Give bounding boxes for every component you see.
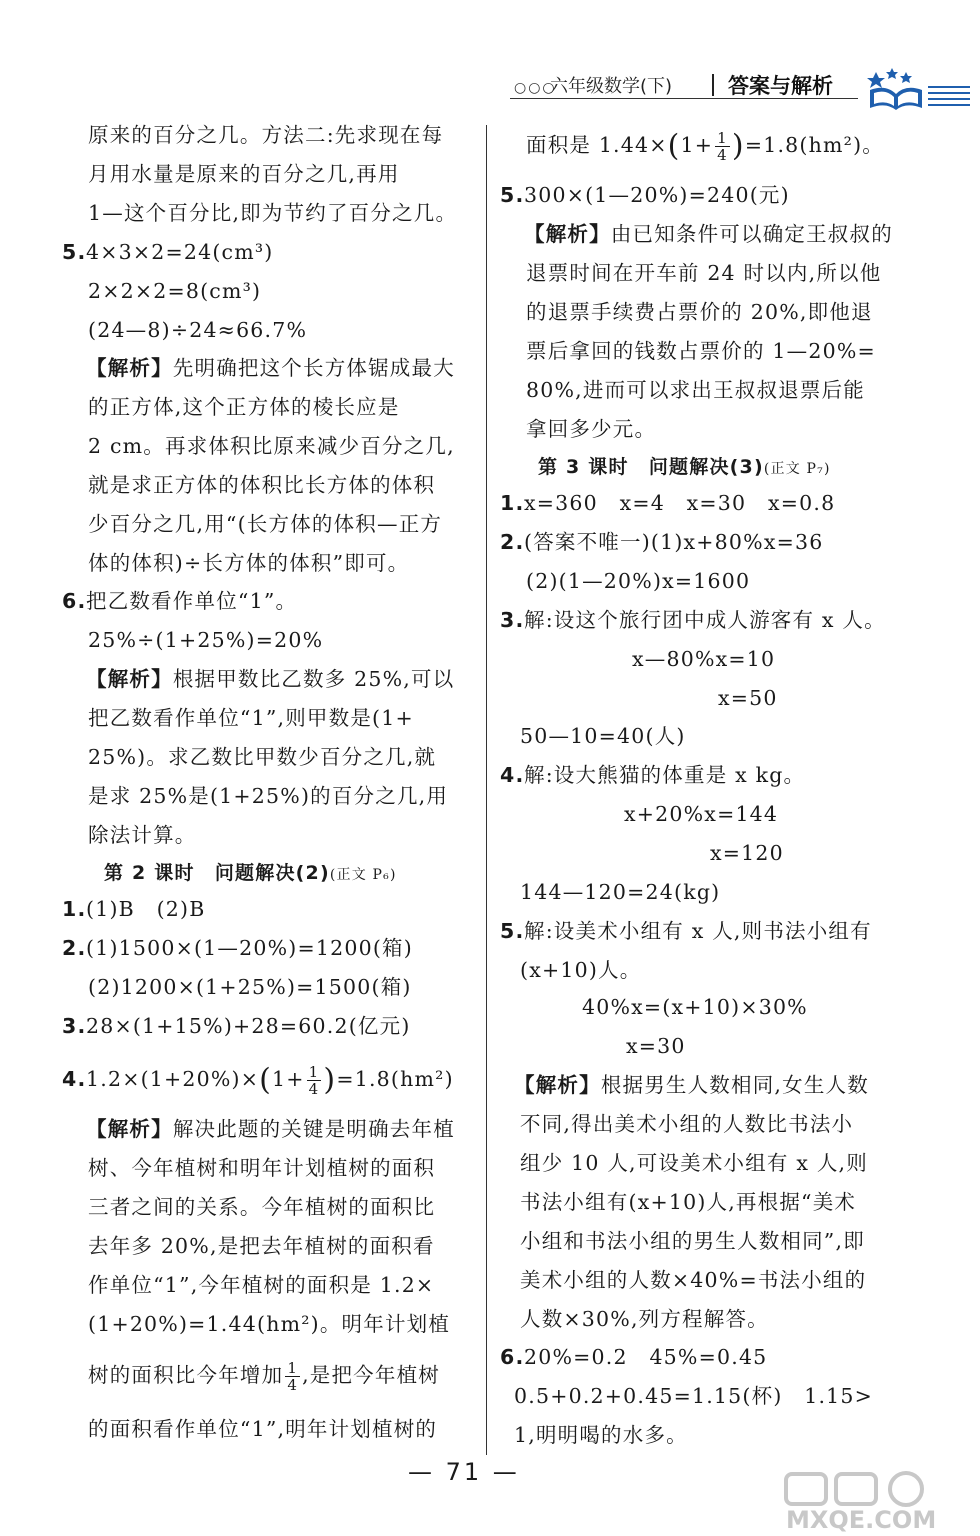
explanation-line: 是求 25%是(1+25%)的百分之几,用 bbox=[88, 784, 449, 808]
answer-4: 4.1.2×(1+20%)×(1+ $\frac{1}{4}$ )=1.8(hm²) bbox=[62, 1062, 454, 1098]
equation: x=120 bbox=[710, 841, 784, 865]
explanation-line: 体的体积)÷长方体的体积”即可。 bbox=[88, 551, 410, 575]
question-number: 5. bbox=[500, 919, 525, 943]
section-ref: (正文 P₇) bbox=[763, 461, 831, 477]
explanation-line: 1,明明喝的水多。 bbox=[514, 1423, 688, 1447]
equation: x+20%x=144 bbox=[624, 802, 779, 826]
question-number: 1. bbox=[62, 897, 87, 921]
fraction: $\frac{1}{4}$ bbox=[308, 1063, 320, 1098]
answer-6: 6.20%=0.2 45%=0.45 bbox=[500, 1340, 767, 1374]
book-logo-icon bbox=[862, 66, 972, 110]
explanation-line: 树、今年植树和明年计划植树的面积 bbox=[88, 1156, 436, 1180]
answer-5: 5.解:设美术小组有 x 人,则书法小组有 bbox=[500, 914, 872, 948]
explanation-line: 【解析】由已知条件可以确定王叔叔的 bbox=[524, 222, 893, 246]
explanation-line: 拿回多少元。 bbox=[526, 417, 657, 441]
explanation-line: 【解析】根据甲数比乙数多 25%,可以 bbox=[86, 667, 455, 691]
equation: 4×3×2=24(cm³) bbox=[86, 240, 274, 264]
explanation-line: 去年多 20%,是把去年植树的面积看 bbox=[88, 1234, 435, 1258]
explanation-line: 25%)。求乙数比甲数少百分之几,就 bbox=[88, 745, 437, 769]
running-header bbox=[510, 66, 972, 112]
answer-3: 3.解:设这个旅行团中成人游客有 x 人。 bbox=[500, 603, 886, 637]
question-number: 2. bbox=[62, 936, 87, 960]
explanation-line: 80%,进而可以求出王叔叔退票后能 bbox=[526, 378, 865, 402]
header-separator bbox=[712, 74, 714, 96]
analysis-tag: 【解析】 bbox=[514, 1073, 601, 1097]
explanation-line: 的正方体,这个正方体的棱长应是 bbox=[88, 395, 400, 419]
question-number: 3. bbox=[500, 608, 525, 632]
equation: 25%÷(1+25%)=20% bbox=[88, 628, 324, 652]
explanation-line: 小组和书法小组的男生人数相同”,即 bbox=[520, 1229, 865, 1253]
section-ref: (正文 P₆) bbox=[329, 867, 397, 883]
section-heading: 第 2 课时 问题解决(2)(正文 P₆) bbox=[104, 862, 397, 884]
explanation-line: 人数×30%,列方程解答。 bbox=[520, 1307, 769, 1331]
watermark-logo bbox=[780, 1470, 975, 1532]
equation: (2)(1—20%)x=1600 bbox=[526, 569, 751, 593]
explanation-line: 组少 10 人,可设美术小组有 x 人,则 bbox=[520, 1151, 868, 1175]
answer-2: 2.(1)1500×(1—20%)=1200(箱) bbox=[62, 931, 413, 965]
answer-5 bbox=[62, 235, 273, 269]
equation: x—80%x=10 bbox=[632, 647, 776, 671]
answer-1: 1.(1)B (2)B bbox=[62, 892, 206, 926]
explanation-line: 就是求正方体的体积比长方体的体积 bbox=[88, 473, 436, 497]
question-number: 6. bbox=[500, 1345, 525, 1369]
equation: 50—10=40(人) bbox=[520, 724, 686, 748]
question-number: 1. bbox=[500, 491, 525, 515]
equation: 40%x=(x+10)×30% bbox=[582, 995, 808, 1019]
explanation-line: 的面积看作单位“1”,明年计划植树的 bbox=[88, 1417, 438, 1441]
page-number: — 71 — bbox=[408, 1458, 520, 1486]
equation: 0.5+0.2+0.45=1.15(杯) 1.15> bbox=[514, 1384, 874, 1408]
watermark-text: MXQE.COM bbox=[786, 1506, 937, 1532]
analysis-tag: 【解析】 bbox=[86, 667, 173, 691]
question-number: 2. bbox=[500, 530, 525, 554]
explanation-line: 【解析】根据男生人数相同,女生人数 bbox=[514, 1073, 869, 1097]
fraction: $\frac{1}{4}$ bbox=[287, 1359, 299, 1394]
explanation-line: 【解析】解决此题的关键是明确去年植 bbox=[86, 1117, 455, 1141]
answer-2: 2.(答案不唯一)(1)x+80%x=36 bbox=[500, 525, 823, 559]
explanation-line: 除法计算。 bbox=[88, 823, 197, 847]
question-number: 4. bbox=[62, 1067, 87, 1091]
equation: 144—120=24(kg) bbox=[520, 880, 721, 904]
text-line: 原来的百分之几。方法二:先求现在每 bbox=[88, 123, 444, 147]
answer-5: 5.300×(1—20%)=240(元) bbox=[500, 178, 790, 212]
explanation-line: 少百分之几,用“(长方体的体积—正方 bbox=[88, 512, 443, 536]
equation: x=50 bbox=[718, 686, 778, 710]
question-number: 3. bbox=[62, 1014, 87, 1038]
explanation-line: 三者之间的关系。今年植树的面积比 bbox=[88, 1195, 436, 1219]
analysis-tag: 【解析】 bbox=[86, 356, 173, 380]
explanation-line: 把乙数看作单位“1”,则甲数是(1+ bbox=[88, 706, 414, 730]
explanation-line: (1+20%)=1.44(hm²)。明年计划植 bbox=[88, 1312, 451, 1336]
analysis-tag: 【解析】 bbox=[524, 222, 611, 246]
analysis-tag: 【解析】 bbox=[86, 1117, 173, 1141]
explanation-line: 作单位“1”,今年植树的面积是 1.2× bbox=[88, 1273, 435, 1297]
equation: (2)1200×(1+25%)=1500(箱) bbox=[88, 975, 412, 999]
section-heading: 第 3 课时 问题解决(3)(正文 P₇) bbox=[538, 456, 831, 478]
header-rule bbox=[510, 98, 858, 99]
text-line: 月用水量是原来的百分之几,再用 bbox=[88, 162, 400, 186]
explanation-line: 书法小组有(x+10)人,再根据“美术 bbox=[520, 1190, 857, 1214]
fraction: $\frac{1}{4}$ bbox=[717, 129, 728, 164]
explanation-line: 美术小组的人数×40%=书法小组的 bbox=[520, 1268, 867, 1292]
explanation-line: 【解析】先明确把这个长方体锯成最大 bbox=[86, 356, 455, 380]
question-number: 5. bbox=[62, 240, 87, 264]
answer-4: 4.解:设大熊猫的体重是 x kg。 bbox=[500, 758, 805, 792]
header-grade: 六年级数学(下) bbox=[550, 76, 673, 97]
column-divider bbox=[486, 125, 487, 1455]
text-line: 1—这个百分比,即为节约了百分之几。 bbox=[88, 201, 458, 225]
explanation-line: 面积是 1.44×(1+ $\frac{1}{4}$ )=1.8(hm²)。 bbox=[526, 128, 884, 164]
explanation-line: 2 cm。再求体积比原来减少百分之几, bbox=[88, 434, 455, 458]
explanation-line: 退票时间在开车前 24 时以内,所以他 bbox=[526, 261, 882, 285]
equation: (x+10)人。 bbox=[520, 958, 642, 982]
explanation-line: 的退票手续费占票价的 20%,即他退 bbox=[526, 300, 873, 324]
equation: 2×2×2=8(cm³) bbox=[88, 279, 262, 303]
header-dots: ○○○ bbox=[514, 80, 557, 96]
equation: x=30 bbox=[626, 1034, 686, 1058]
answer-3: 3.28×(1+15%)+28=60.2(亿元) bbox=[62, 1009, 411, 1043]
explanation-line: 票后拿回的钱数占票价的 1—20%= bbox=[526, 339, 876, 363]
answer-1: 1.x=360 x=4 x=30 x=0.8 bbox=[500, 486, 835, 520]
header-title: 答案与解析 bbox=[728, 74, 833, 98]
equation: (24—8)÷24≈66.7% bbox=[88, 318, 308, 342]
explanation-line: 树的面积比今年增加 $\frac{1}{4}$ ,是把今年植树 bbox=[88, 1359, 440, 1394]
question-number: 4. bbox=[500, 763, 525, 787]
question-number: 5. bbox=[500, 183, 525, 207]
explanation-line: 不同,得出美术小组的人数比书法小 bbox=[520, 1112, 854, 1136]
question-number: 6. bbox=[62, 589, 87, 613]
answer-6: 6.把乙数看作单位“1”。 bbox=[62, 584, 297, 618]
